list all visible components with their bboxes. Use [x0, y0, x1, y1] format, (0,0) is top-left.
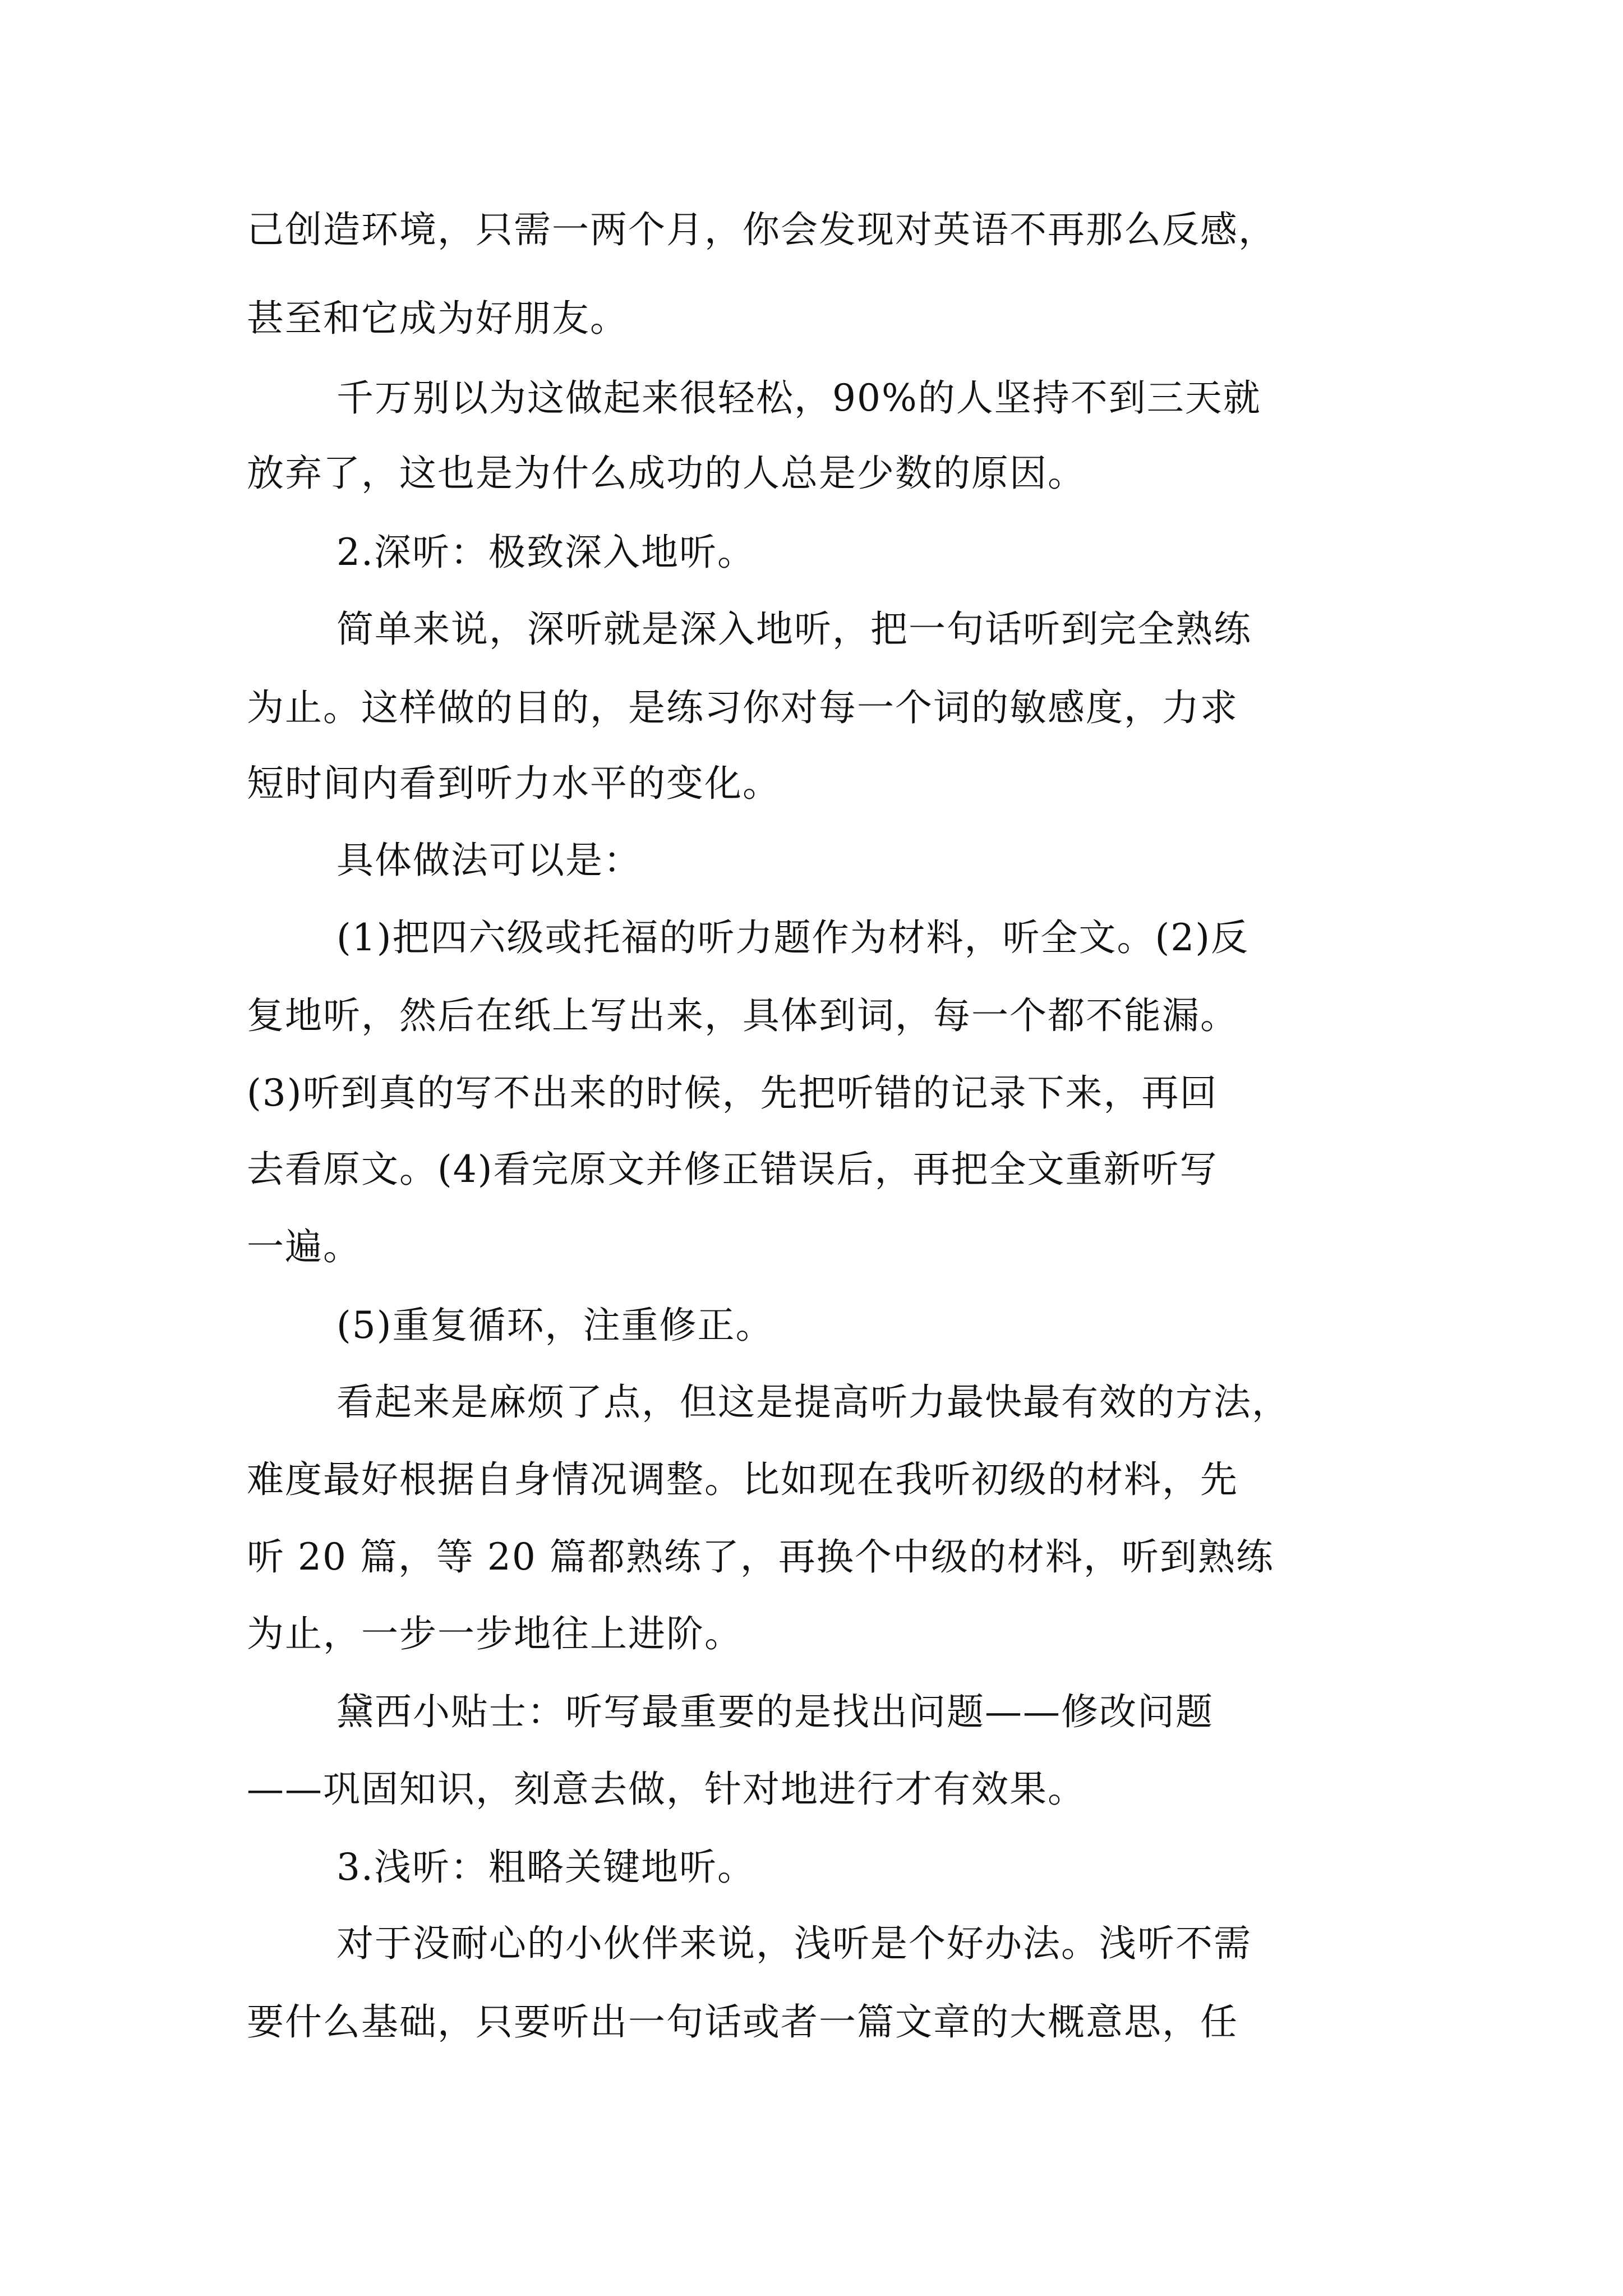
section-heading: 3.浅听：粗略关键地听。 — [336, 1846, 755, 1889]
text-line: 甚至和它成为好朋友。 — [247, 297, 628, 340]
text-line: (5)重复循环，注重修正。 — [336, 1304, 774, 1347]
tip-line: 黛西小贴士：听写最重要的是找出问题——修改问题 — [336, 1690, 1214, 1733]
text-line: 简单来说，深听就是深入地听，把一句话听到完全熟练 — [336, 608, 1252, 651]
text-line: 放弃了，这也是为什么成功的人总是少数的原因。 — [247, 452, 1086, 495]
tip-line: ——巩固知识，刻意去做，针对地进行才有效果。 — [247, 1768, 1086, 1811]
text-line: 复地听，然后在纸上写出来，具体到词，每一个都不能漏。 — [247, 994, 1238, 1037]
text-line: 难度最好根据自身情况调整。比如现在我听初级的材料，先 — [247, 1458, 1238, 1501]
text-line: 为止，一步一步地往上进阶。 — [247, 1612, 743, 1655]
section-heading: 2.深听：极致深入地听。 — [336, 531, 755, 574]
text-line: (1)把四六级或托福的听力题作为材料，听全文。(2)反 — [336, 916, 1249, 959]
text-line: 一遍。 — [247, 1225, 361, 1268]
text-line: 对于没耐心的小伙伴来说，浅听是个好办法。浅听不需 — [336, 1922, 1252, 1965]
text-line: 千万别以为这做起来很轻松，90%的人坚持不到三天就 — [336, 376, 1261, 420]
text-line: 短时间内看到听力水平的变化。 — [247, 762, 781, 805]
text-line: 听 20 篇，等 20 篇都熟练了，再换个中级的材料，听到熟练 — [247, 1535, 1274, 1579]
text-line: 看起来是麻烦了点，但这是提高听力最快最有效的方法， — [336, 1381, 1290, 1424]
text-line: 去看原文。(4)看完原文并修正错误后，再把全文重新听写 — [247, 1148, 1218, 1191]
text-line: 为止。这样做的目的，是练习你对每一个词的敏感度，力求 — [247, 686, 1238, 729]
text-line: 己创造环境，只需一两个月，你会发现对英语不再那么反感， — [247, 208, 1276, 251]
text-line: 具体做法可以是： — [336, 839, 642, 882]
text-line: (3)听到真的写不出来的时候，先把听错的记录下来，再回 — [247, 1071, 1218, 1115]
text-line: 要什么基础，只要听出一句话或者一篇文章的大概意思，任 — [247, 2000, 1238, 2044]
